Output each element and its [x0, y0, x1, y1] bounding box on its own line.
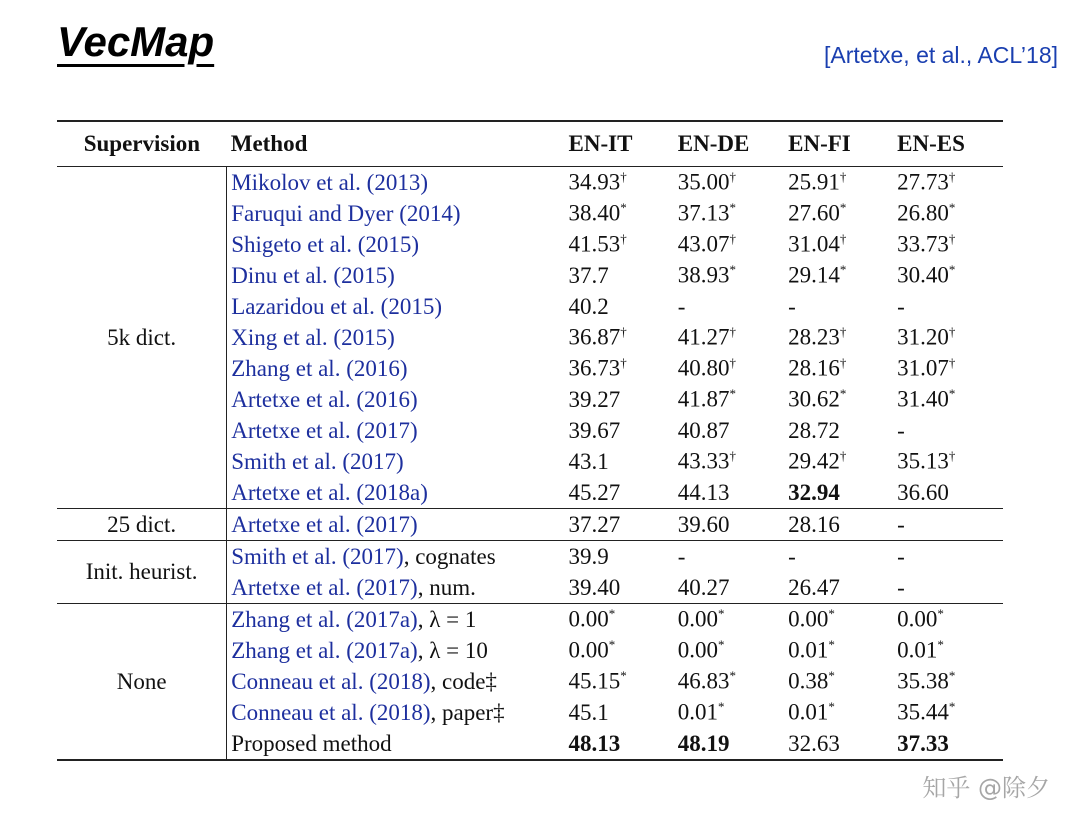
score-value: 48.13: [568, 730, 621, 756]
score-cell: [784, 322, 893, 353]
score-cell: [893, 353, 1003, 384]
significance-mark: *: [948, 386, 956, 402]
score-cell: [674, 322, 784, 353]
significance-mark: †: [729, 169, 736, 185]
score-cell: [784, 666, 893, 697]
score-value: 37.33: [897, 730, 949, 756]
score-value: 31.40: [897, 386, 949, 412]
score-value: 45.1: [568, 699, 609, 725]
score-cell: [784, 509, 893, 541]
score-cell: [565, 384, 674, 415]
method-cell: [227, 198, 565, 229]
significance-mark: *: [729, 262, 736, 278]
score-cell: [784, 541, 893, 573]
score-cell: [565, 229, 674, 260]
score-cell: [565, 509, 674, 541]
method-cell: [227, 167, 565, 199]
significance-mark: *: [948, 200, 956, 216]
significance-mark: *: [828, 699, 835, 715]
score-value: 0.00: [788, 606, 829, 632]
score-cell: [674, 415, 784, 446]
score-value: 40.80: [677, 355, 730, 381]
table-row: [57, 541, 1003, 573]
header-supervision: Supervision: [83, 131, 201, 156]
score-cell: [893, 477, 1003, 509]
score-cell: [674, 604, 784, 636]
score-value: 38.93: [677, 262, 730, 288]
header-en-de: EN-DE: [677, 131, 750, 156]
score-value: 0.00: [677, 637, 718, 663]
score-cell: [674, 167, 784, 199]
score-cell: [893, 604, 1003, 636]
score-cell: [674, 635, 784, 666]
score-cell: [893, 198, 1003, 229]
method-citation: Zhang et al. (2017a): [231, 637, 418, 663]
score-cell: [674, 572, 784, 604]
score-value: -: [677, 293, 686, 319]
score-cell: [784, 635, 893, 666]
score-cell: [565, 635, 674, 666]
score-cell: [674, 384, 784, 415]
score-value: -: [897, 293, 905, 319]
score-cell: [565, 167, 674, 199]
method-cell: [227, 666, 565, 697]
score-value: 39.67: [568, 417, 621, 443]
score-value: -: [788, 543, 796, 569]
slide-title: VecMap: [57, 18, 215, 65]
method-citation: Lazaridou et al. (2015): [231, 293, 442, 319]
significance-mark: †: [620, 355, 627, 371]
supervision-cell: 25 dict.: [57, 509, 227, 541]
method-citation: Faruqui and Dyer (2014): [231, 200, 461, 226]
score-value: 0.01: [788, 637, 829, 663]
method-cell: [227, 697, 565, 728]
table-group: [57, 541, 1003, 604]
score-value: 26.80: [897, 200, 949, 226]
significance-mark: *: [608, 606, 616, 622]
method-cell: [227, 604, 565, 636]
method-cell: [227, 635, 565, 666]
score-value: 30.40: [897, 262, 949, 288]
method-cell: [227, 572, 565, 604]
significance-mark: *: [729, 386, 736, 402]
significance-mark: *: [620, 200, 627, 216]
significance-mark: †: [620, 231, 627, 247]
score-cell: [565, 322, 674, 353]
score-cell: [893, 260, 1003, 291]
method-cell: [227, 415, 565, 446]
significance-mark: †: [948, 231, 956, 247]
method-citation: Artetxe et al. (2018a): [231, 479, 428, 505]
method-cell: [227, 291, 565, 322]
score-value: 43.07: [677, 231, 730, 257]
score-cell: [674, 198, 784, 229]
method-cell: [227, 322, 565, 353]
score-cell: [674, 728, 784, 760]
supervision-cell: Init. heurist.: [57, 541, 227, 604]
significance-mark: †: [948, 448, 956, 464]
score-cell: [893, 572, 1003, 604]
score-cell: [674, 446, 784, 477]
score-cell: [674, 666, 784, 697]
table-row: [57, 604, 1003, 636]
table-row: [57, 509, 1003, 541]
score-value: -: [897, 574, 905, 600]
score-cell: [784, 728, 893, 760]
significance-mark: *: [718, 699, 725, 715]
score-cell: [784, 446, 893, 477]
score-cell: [674, 260, 784, 291]
score-value: 39.60: [677, 511, 730, 537]
watermark: 知乎 @除夕: [922, 774, 1050, 802]
score-cell: [893, 446, 1003, 477]
significance-mark: *: [839, 262, 847, 278]
score-value: 0.00: [568, 637, 609, 663]
score-value: 27.60: [788, 200, 840, 226]
significance-mark: *: [948, 699, 956, 715]
significance-mark: *: [718, 637, 725, 653]
significance-mark: *: [828, 637, 835, 653]
method-citation: Zhang et al. (2017a): [231, 606, 418, 632]
score-cell: [674, 477, 784, 509]
score-value: 37.27: [568, 511, 621, 537]
significance-mark: †: [948, 355, 956, 371]
score-cell: [893, 291, 1003, 322]
score-cell: [784, 384, 893, 415]
score-cell: [893, 415, 1003, 446]
score-value: -: [788, 293, 796, 319]
significance-mark: *: [937, 637, 944, 653]
score-cell: [784, 604, 893, 636]
header-row: [57, 121, 1003, 167]
header-en-es: EN-ES: [897, 131, 965, 156]
score-cell: [784, 415, 893, 446]
significance-mark: *: [729, 200, 736, 216]
score-value: 35.13: [897, 448, 949, 474]
score-cell: [893, 167, 1003, 199]
score-value: 36.87: [568, 324, 621, 350]
score-value: 46.83: [677, 668, 730, 694]
score-cell: [784, 353, 893, 384]
method-citation: Artetxe et al. (2017): [231, 417, 418, 443]
method-citation: Artetxe et al. (2017): [231, 511, 418, 537]
score-value: 38.40: [568, 200, 621, 226]
significance-mark: *: [718, 606, 725, 622]
score-cell: [893, 697, 1003, 728]
significance-mark: †: [620, 324, 627, 340]
significance-mark: *: [937, 606, 944, 622]
results-table: [57, 120, 1003, 761]
score-value: 33.73: [897, 231, 949, 257]
score-cell: [565, 291, 674, 322]
score-cell: [565, 697, 674, 728]
score-value: 28.16: [788, 511, 840, 537]
score-cell: [893, 384, 1003, 415]
significance-mark: *: [948, 262, 956, 278]
score-value: 41.53: [568, 231, 621, 257]
score-value: 31.07: [897, 355, 949, 381]
method-note: , λ = 10: [417, 637, 488, 663]
score-cell: [674, 291, 784, 322]
score-cell: [565, 260, 674, 291]
score-value: 27.73: [897, 169, 949, 195]
significance-mark: †: [839, 355, 847, 371]
significance-mark: *: [608, 637, 616, 653]
method-citation: Mikolov et al. (2013): [231, 169, 428, 195]
significance-mark: †: [620, 169, 627, 185]
score-value: 28.16: [788, 355, 840, 381]
supervision-cell: None: [57, 604, 227, 761]
score-cell: [784, 291, 893, 322]
table-group: [57, 604, 1003, 761]
method-citation: Dinu et al. (2015): [231, 262, 395, 288]
score-cell: [893, 635, 1003, 666]
significance-mark: †: [729, 448, 736, 464]
score-value: 37.7: [568, 262, 609, 288]
score-value: 26.47: [788, 574, 840, 600]
score-value: 0.00: [897, 606, 938, 632]
table-group: [57, 167, 1003, 509]
method-citation: Shigeto et al. (2015): [231, 231, 420, 257]
score-value: 35.38: [897, 668, 949, 694]
method-citation: Zhang et al. (2016): [231, 355, 408, 381]
score-value: 41.87: [677, 386, 730, 412]
method-cell: [227, 541, 565, 573]
header-en-fi: EN-FI: [788, 131, 851, 156]
score-cell: [893, 728, 1003, 760]
score-value: 39.27: [568, 386, 621, 412]
method-cell: [227, 353, 565, 384]
method-citation: Conneau et al. (2018): [231, 668, 431, 694]
score-cell: [674, 229, 784, 260]
score-cell: [784, 477, 893, 509]
table-header: [57, 121, 1003, 167]
method-note: , code‡: [430, 668, 497, 694]
score-cell: [674, 697, 784, 728]
score-value: -: [897, 417, 905, 443]
score-cell: [893, 509, 1003, 541]
header-method: Method: [230, 131, 308, 156]
method-citation: Artetxe et al. (2017): [231, 574, 418, 600]
score-value: 36.73: [568, 355, 621, 381]
score-value: 48.19: [677, 730, 730, 756]
score-cell: [784, 167, 893, 199]
score-value: 39.9: [568, 543, 609, 569]
score-cell: [893, 229, 1003, 260]
method-note: , λ = 1: [417, 606, 477, 632]
score-cell: [893, 541, 1003, 573]
method-citation: Artetxe et al. (2016): [231, 386, 418, 412]
score-value: 44.13: [677, 479, 730, 505]
significance-mark: †: [839, 448, 847, 464]
significance-mark: *: [729, 668, 736, 684]
score-cell: [784, 260, 893, 291]
score-value: 0.00: [568, 606, 609, 632]
score-value: 32.94: [788, 479, 840, 505]
score-cell: [674, 541, 784, 573]
method-citation: Smith et al. (2017): [231, 543, 404, 569]
score-cell: [674, 509, 784, 541]
significance-mark: †: [948, 169, 956, 185]
score-value: 28.23: [788, 324, 840, 350]
score-cell: [893, 322, 1003, 353]
score-value: 31.20: [897, 324, 949, 350]
method-cell: [227, 384, 565, 415]
score-cell: [565, 666, 674, 697]
header-en-it: EN-IT: [568, 131, 633, 156]
significance-mark: *: [828, 606, 835, 622]
significance-mark: †: [729, 231, 736, 247]
score-value: 40.87: [677, 417, 730, 443]
method-citation: Xing et al. (2015): [231, 324, 395, 350]
supervision-cell: 5k dict.: [57, 167, 227, 509]
method-cell: [227, 229, 565, 260]
score-cell: [565, 415, 674, 446]
significance-mark: *: [620, 668, 627, 684]
citation: [Artetxe, et al., ACL’18]: [824, 42, 1058, 68]
method-citation: Smith et al. (2017): [231, 448, 404, 474]
score-value: 43.33: [677, 448, 730, 474]
score-cell: [565, 198, 674, 229]
score-cell: [565, 446, 674, 477]
score-value: 35.00: [677, 169, 730, 195]
score-value: 35.44: [897, 699, 949, 725]
score-cell: [565, 604, 674, 636]
score-value: 0.01: [677, 699, 718, 725]
score-cell: [674, 353, 784, 384]
score-value: 0.00: [677, 606, 718, 632]
method-note: Proposed method: [231, 730, 392, 756]
score-value: 29.42: [788, 448, 840, 474]
method-cell: [227, 446, 565, 477]
score-value: 25.91: [788, 169, 840, 195]
score-value: 37.13: [677, 200, 730, 226]
score-cell: [784, 572, 893, 604]
table-row: [57, 167, 1003, 199]
score-value: 28.72: [788, 417, 840, 443]
significance-mark: †: [729, 355, 736, 371]
score-cell: [565, 541, 674, 573]
significance-mark: †: [839, 324, 847, 340]
score-value: 36.60: [897, 479, 949, 505]
score-value: 40.2: [568, 293, 609, 319]
score-value: 0.38: [788, 668, 829, 694]
method-citation: Conneau et al. (2018): [231, 699, 431, 725]
score-value: 43.1: [568, 448, 609, 474]
score-value: 29.14: [788, 262, 840, 288]
score-cell: [784, 697, 893, 728]
significance-mark: *: [839, 200, 847, 216]
score-cell: [784, 198, 893, 229]
score-value: 45.27: [568, 479, 621, 505]
score-cell: [565, 353, 674, 384]
score-value: 0.01: [788, 699, 829, 725]
method-cell: [227, 477, 565, 509]
score-cell: [893, 666, 1003, 697]
score-cell: [565, 728, 674, 760]
score-value: -: [677, 543, 686, 569]
significance-mark: †: [839, 231, 847, 247]
significance-mark: †: [839, 169, 847, 185]
method-note: , paper‡: [430, 699, 505, 725]
score-value: 45.15: [568, 668, 621, 694]
score-value: 40.27: [677, 574, 730, 600]
score-value: 0.01: [897, 637, 938, 663]
method-note: , num.: [417, 574, 476, 600]
significance-mark: †: [948, 324, 956, 340]
significance-mark: †: [729, 324, 736, 340]
score-value: 34.93: [568, 169, 621, 195]
score-value: -: [897, 543, 905, 569]
method-cell: [227, 509, 565, 541]
significance-mark: *: [828, 668, 835, 684]
significance-mark: *: [839, 386, 847, 402]
score-value: 31.04: [788, 231, 840, 257]
score-cell: [565, 477, 674, 509]
score-value: 39.40: [568, 574, 621, 600]
score-value: 30.62: [788, 386, 840, 412]
table-group: [57, 509, 1003, 541]
score-value: 32.63: [788, 730, 840, 756]
score-cell: [784, 229, 893, 260]
method-note: , cognates: [403, 543, 496, 569]
score-cell: [565, 572, 674, 604]
significance-mark: *: [948, 668, 956, 684]
method-cell: [227, 728, 565, 760]
method-cell: [227, 260, 565, 291]
score-value: 41.27: [677, 324, 730, 350]
score-value: -: [897, 511, 905, 537]
